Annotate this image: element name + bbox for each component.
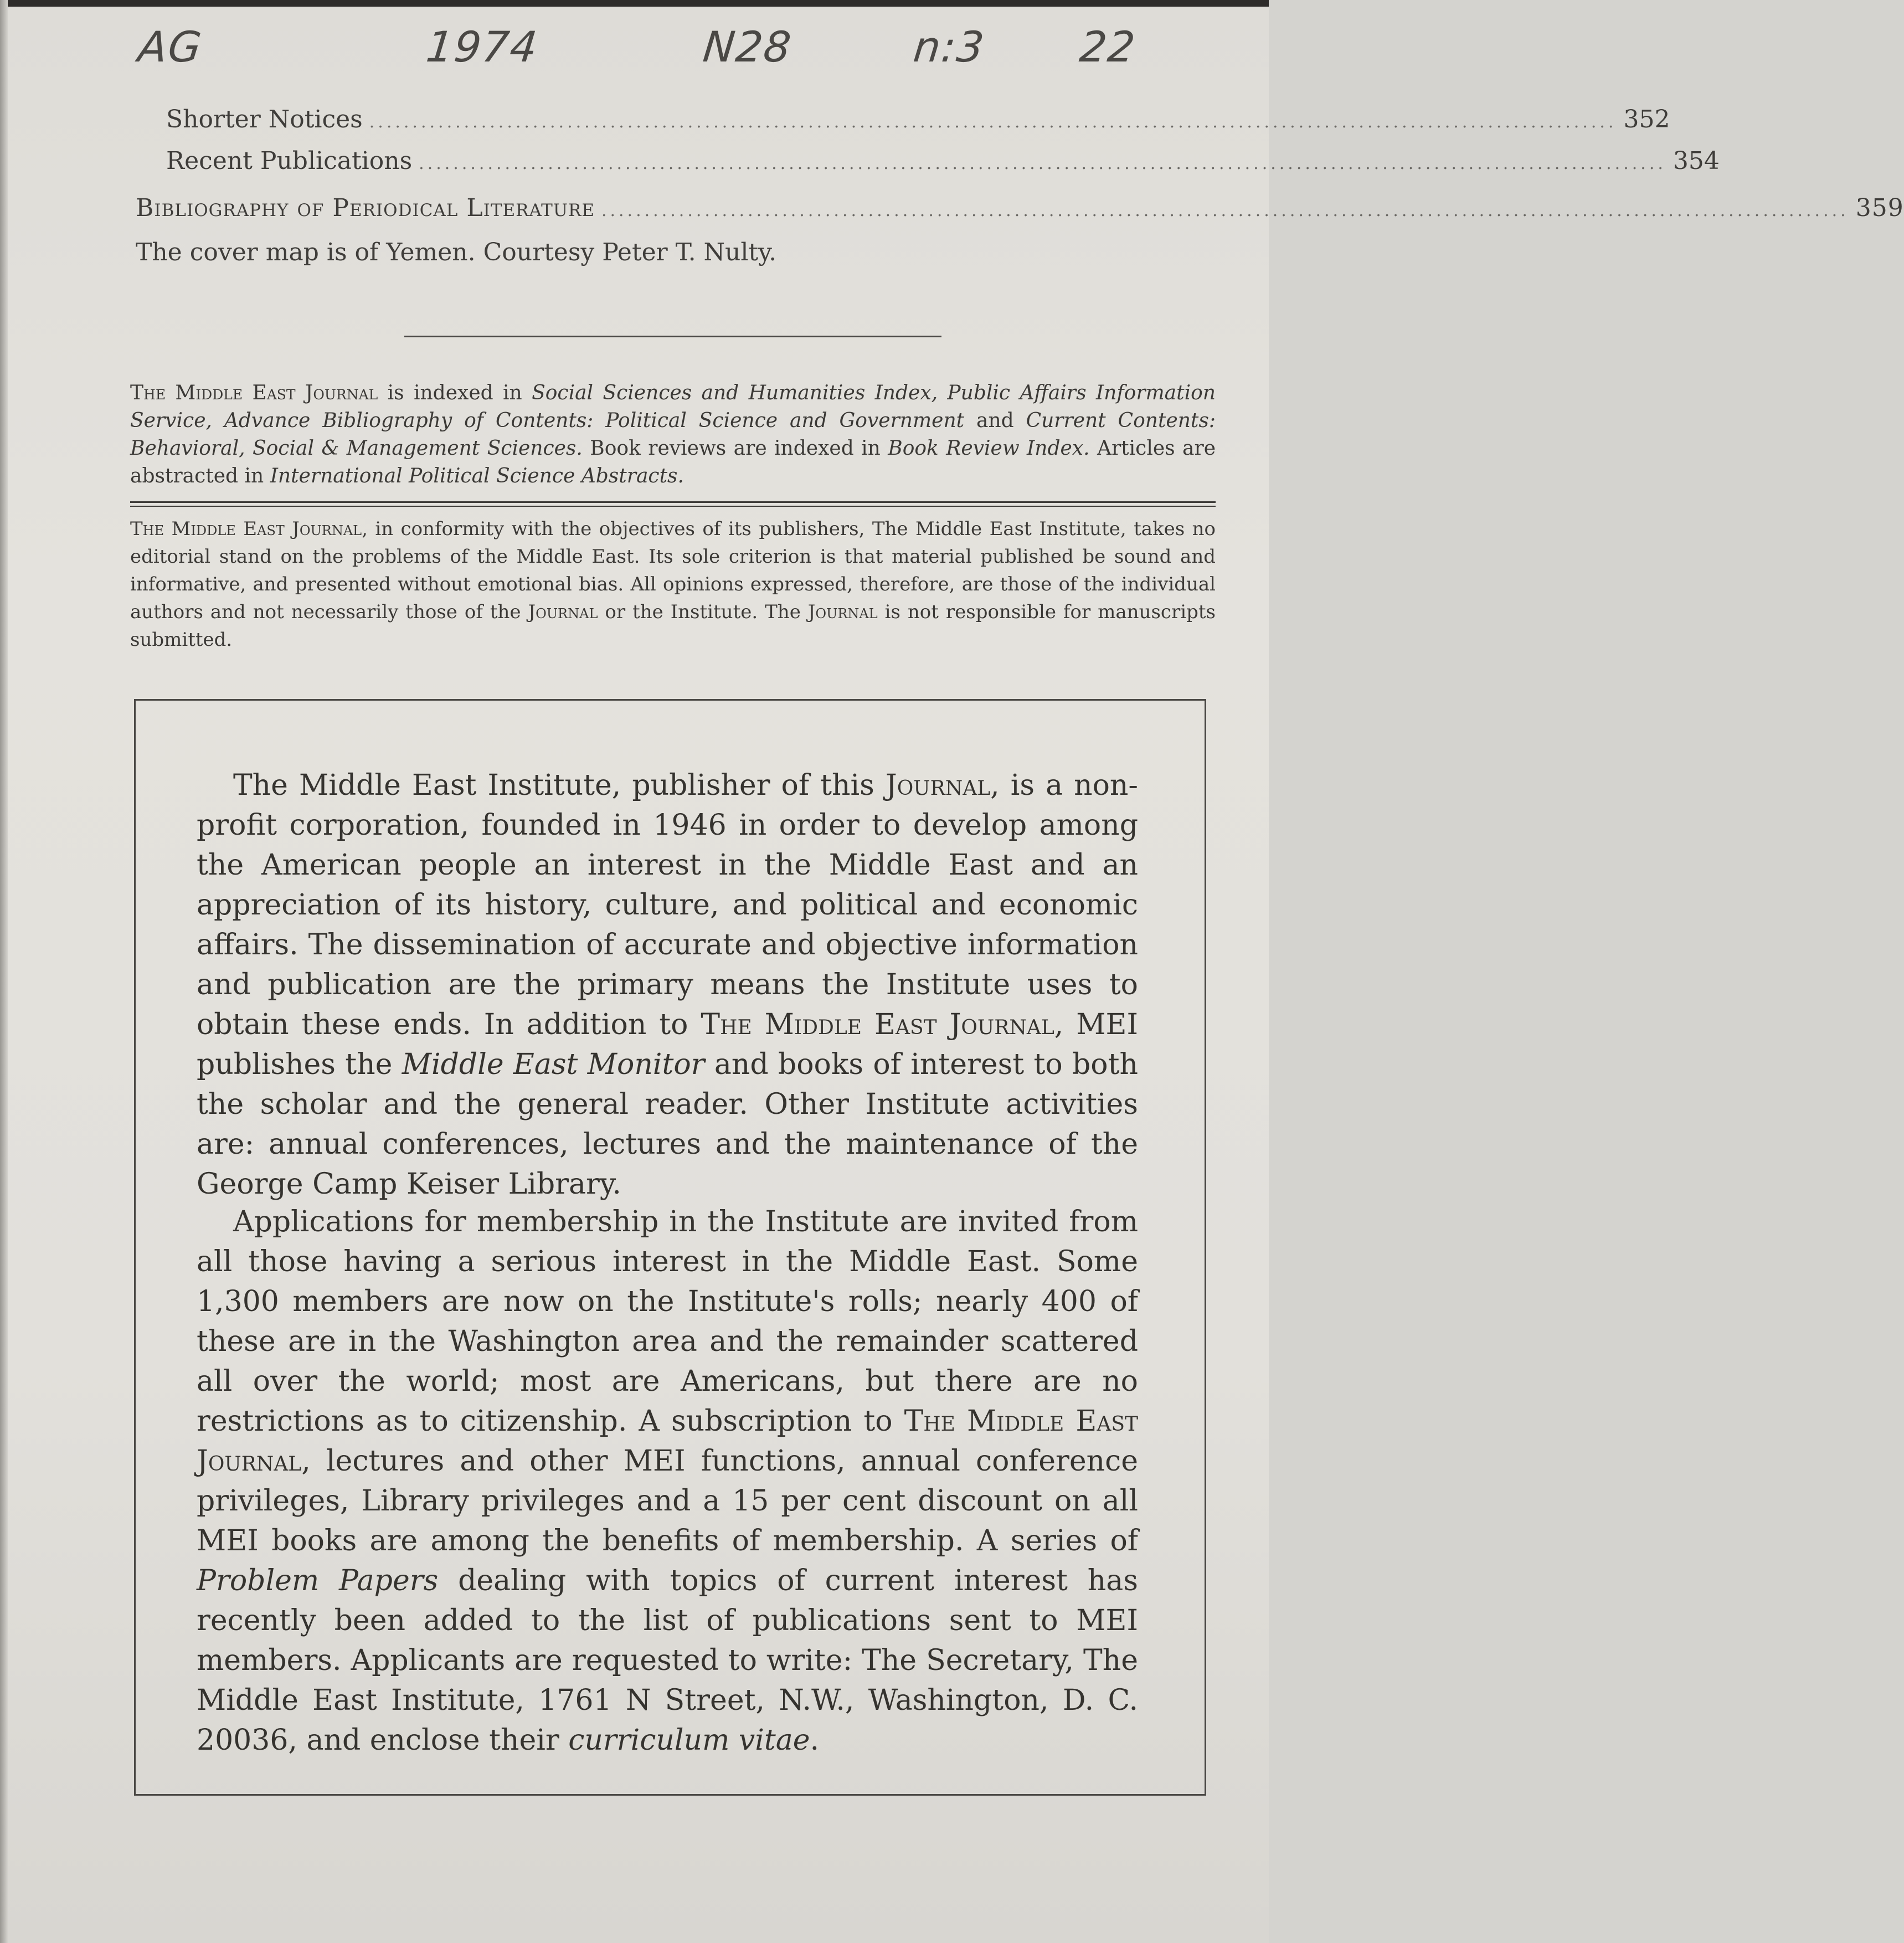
- handwriting-text: n:3: [911, 22, 987, 71]
- handwriting-text: N28: [701, 22, 795, 71]
- cover-note: The cover map is of Yemen. Courtesy Peter T. Nulty.: [136, 238, 777, 266]
- index-titles: Social Sciences and Humanities Index, Public Affairs Information Service, Advance Bibliography of Contents: Political Science and Government: [130, 382, 1216, 432]
- toc-entry: [136, 194, 1904, 222]
- page-left-edge: [0, 0, 8, 1943]
- toc-label: Recent Publications: [166, 147, 413, 175]
- cv-term: curriculum vitae: [568, 1724, 810, 1757]
- text-run: or the Institute. The: [598, 601, 808, 623]
- toc-entry: [166, 105, 1670, 133]
- index-titles: Current Contents: Behavioral, Social & Management Sciences.: [130, 409, 1216, 460]
- text-run: .: [810, 1724, 820, 1757]
- journal-name: The Middle East Journal: [130, 382, 378, 404]
- index-titles: Book Review Index.: [888, 437, 1090, 460]
- publication-title: Problem Papers: [197, 1564, 439, 1597]
- index-titles: International Political Science Abstracts.: [270, 465, 684, 487]
- handwriting-text: 22: [1077, 22, 1139, 71]
- text-run: , MEI publishes the: [197, 1008, 1138, 1081]
- journal-name: The Middle East Journal: [130, 518, 362, 540]
- page-top-edge: [0, 0, 1269, 7]
- membership-paragraph: [197, 1202, 1138, 1760]
- toc-label: Shorter Notices: [166, 105, 363, 133]
- publication-title: Middle East Monitor: [402, 1048, 705, 1081]
- handwritten-call-number: [138, 22, 1218, 94]
- text-run: and: [964, 409, 1026, 432]
- text-run: , lectures and other MEI functions, annual conference privileges, Library privileges and a 15 per cent discount on all MEI books are among the benefits of membership. A series of: [197, 1445, 1138, 1558]
- divider-rule: [404, 336, 941, 337]
- journal-name: The Middle East Journal: [197, 1405, 1138, 1478]
- toc-entry: [166, 147, 1720, 175]
- toc-leader: .................................................................................................................................................: [601, 201, 1849, 220]
- text-run: , in conformity with the objectives of its publishers, The Middle East Institute, takes no editorial stand on the problems of the Middle East. Its sole criterion is that material published be sound and informative, and presented without emotional bias. All opinions expressed, therefore, are those of the individual authors and not necessarily those of the: [130, 518, 1216, 623]
- text-run: Applications for membership in the Institute are invited from all those having a serious interest in the Middle East. Some 1,300 members are now on the Institute's rolls; nearly 400 of these are in the Washington area and the remainder scattered all over the world; most are Americans, but there are no restrictions as to citizenship. A subscription to: [197, 1205, 1138, 1438]
- toc-page-number: 352: [1623, 105, 1670, 133]
- handwriting-text: AG: [136, 22, 205, 71]
- toc-page-number: 354: [1673, 147, 1720, 175]
- handwriting-text: 1974: [424, 22, 541, 71]
- text-run: , is a nonprofit corporation, founded in 1946 in order to develop among the American people an interest in the Middle East and an appreciation of its history, culture, and political and economic affairs. The dissemination of accurate and objective information and publication are the primary means the Institute uses to obtain these ends. In addition to: [197, 769, 1138, 1041]
- journal-word: Journal: [807, 601, 878, 623]
- toc-leader: .................................................................................................................................................: [369, 112, 1617, 132]
- toc-leader: .................................................................................................................................................: [419, 154, 1666, 173]
- editorial-policy-notice: [130, 515, 1216, 654]
- institute-description: [197, 765, 1138, 1204]
- toc-page-number: 359: [1855, 194, 1904, 222]
- journal-word: Journal: [885, 769, 991, 802]
- double-divider-rule: [130, 501, 1216, 507]
- journal-name: The Middle East Journal: [701, 1008, 1054, 1041]
- text-run: Articles are abstracted in: [130, 437, 1216, 487]
- text-run: is not responsible for manuscripts submitted.: [130, 601, 1216, 651]
- toc-label: Bibliography of Periodical Literature: [136, 194, 595, 222]
- text-run: The Middle East Institute, publisher of this: [233, 769, 886, 802]
- text-run: is indexed in: [378, 382, 532, 404]
- journal-word: Journal: [528, 601, 598, 623]
- text-run: Book reviews are indexed in: [582, 437, 888, 460]
- text-run: and books of interest to both the scholar and the general reader. Other Institute activities are: annual conferences, lectures and the maintenance of the George Camp Keiser Library.: [197, 1048, 1139, 1201]
- text-run: dealing with topics of current interest has recently been added to the list of publications sent to MEI members. Applicants are requested to write: The Secretary, The Middle East Institute, 1761 N Street, N.W., Washington, D. C. 20036, and enclose their: [197, 1564, 1138, 1757]
- indexing-notice: [130, 379, 1216, 490]
